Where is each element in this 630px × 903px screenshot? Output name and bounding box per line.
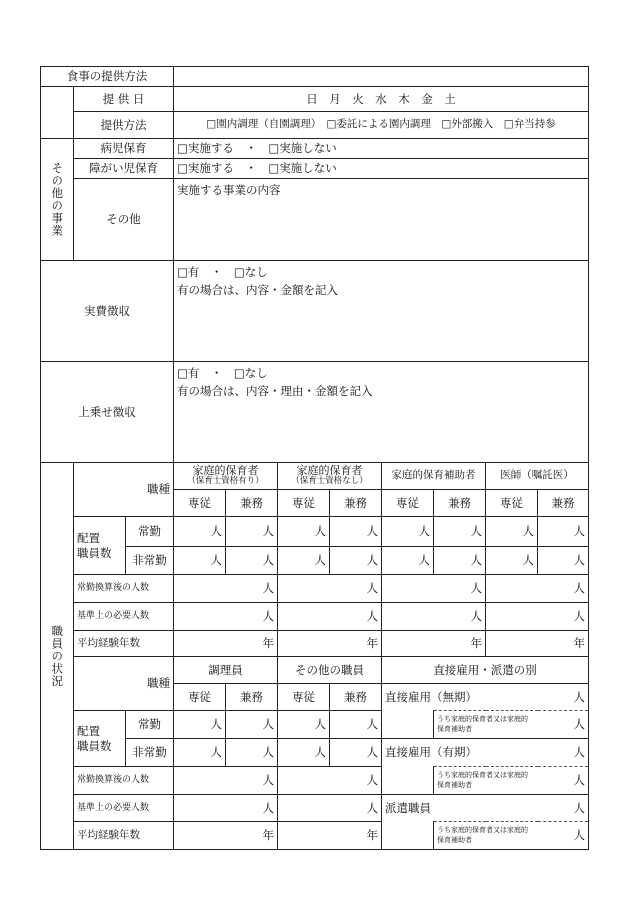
fte-row-2: 常勤換算後の人数 人 人 うち家庭的保育者又は家庭的保育補助者 人 [41,767,589,795]
of-which-count-1[interactable]: 人 [538,711,589,739]
job-type-label: 職種 [74,463,174,517]
of-which-label-3: うち家庭的保育者又は家庭的保育補助者 [434,822,538,850]
meals-days-label: 提 供 日 [74,87,174,112]
meals-method-options[interactable]: □園内調理（自園調理） □委託による園内調理 □外部搬入 □弁当持参 [174,112,589,139]
other-misc-label: その他 [74,179,174,261]
staff-section-label: 職員の状況 [41,463,74,850]
sick-care-options[interactable]: □実施する ・ □実施しない [174,139,589,159]
of-which-label-1: うち家庭的保育者又は家庭的保育補助者 [434,711,538,739]
part-time-row-1: 非常勤 人 人 人 人 人 人 人 人 [41,547,589,575]
direct-unlimited-count[interactable]: 人 [538,684,589,711]
actual-fee-field[interactable] [174,261,589,362]
dispatched-count[interactable]: 人 [538,795,589,822]
extra-fee-label: 上乗せ徴収 [41,362,174,463]
sick-care-label: 病児保育 [74,139,174,159]
header-caregiver-assistant: 家庭的保育補助者 [382,463,486,490]
full-concurrent-row-1: 専従 兼務 専従 兼務 専従 兼務 専従 兼務 [41,490,589,517]
meals-heading-blank [174,67,589,87]
other-section-label: その他の事業 [41,139,74,261]
direct-unlimited-label: 直接雇用（無期） [382,684,538,711]
extra-fee-options[interactable]: □有 ・ □なし [177,366,268,380]
header-caregiver-qualified: 家庭的保育者 （保育士資格有り） [174,463,278,490]
direct-limited-label: 直接雇用（有期） [382,739,538,767]
header-caregiver-unqualified: 家庭的保育者 （保育士資格なし） [278,463,382,490]
other-misc-note[interactable]: 実施する事業の内容 [174,179,589,261]
part-time-row-2: 非常勤 人 人 人 人 直接雇用（有期） 人 [41,739,589,767]
meals-indent [41,87,74,139]
header-cook: 調理員 [174,657,278,684]
actual-fee-note: 有の場合は、内容・金額を記入 [177,283,338,298]
disabled-care-options[interactable]: □実施する ・ □実施しない [174,159,589,179]
full-time-row-2: 配置 職員数 常勤 人 人 人 人 うち家庭的保育者又は家庭的保育補助者 人 [41,711,589,739]
meals-method-label: 提供方法 [74,112,174,139]
staff-table [40,462,589,850]
placed-staff-label-1: 配置 職員数 [74,517,126,575]
actual-fee-label: 実費徴収 [41,261,174,362]
extra-fee-note: 有の場合は、内容・理由・金額を記入 [177,384,373,399]
header-doctor: 医師（嘱託医） [486,463,589,490]
avg-years-row-1: 平均経験年数 年 年 年 年 [41,631,589,657]
full-concurrent-row-2: 専従 兼務 専従 兼務 直接雇用（無期） 人 [41,684,589,711]
job-type-label-2: 職種 [74,657,174,711]
placed-staff-label-2: 配置 職員数 [74,711,126,767]
of-which-count-2[interactable]: 人 [538,767,589,795]
extra-fee-field[interactable] [174,362,589,463]
dispatched-label: 派遣職員 [382,795,538,822]
required-row-1: 基準上の必要人数 人 人 人 人 [41,603,589,631]
of-which-count-3[interactable]: 人 [538,822,589,850]
meals-days[interactable]: 日 月 火 水 木 金 土 [174,87,589,112]
actual-fee-options[interactable]: □有 ・ □なし [177,265,268,279]
required-row-2: 基準上の必要人数 人 人 派遣職員 人 [41,795,589,822]
facility-table [40,66,589,463]
full-time-row-1: 配置 職員数 常勤 人 人 人 人 人 人 人 人 [41,517,589,547]
of-which-label-2: うち家庭的保育者又は家庭的保育補助者 [434,767,538,795]
disabled-care-label: 障がい児保育 [74,159,174,179]
meals-heading: 食事の提供方法 [41,67,174,87]
header-other-staff: その他の職員 [278,657,382,684]
direct-limited-count[interactable]: 人 [538,739,589,767]
fte-row-1: 常勤換算後の人数 人 人 人 人 [41,575,589,603]
avg-years-row-2: 平均経験年数 年 年 うち家庭的保育者又は家庭的保育補助者 人 [41,822,589,850]
header-employment-type: 直接雇用・派遣の別 [382,657,589,684]
